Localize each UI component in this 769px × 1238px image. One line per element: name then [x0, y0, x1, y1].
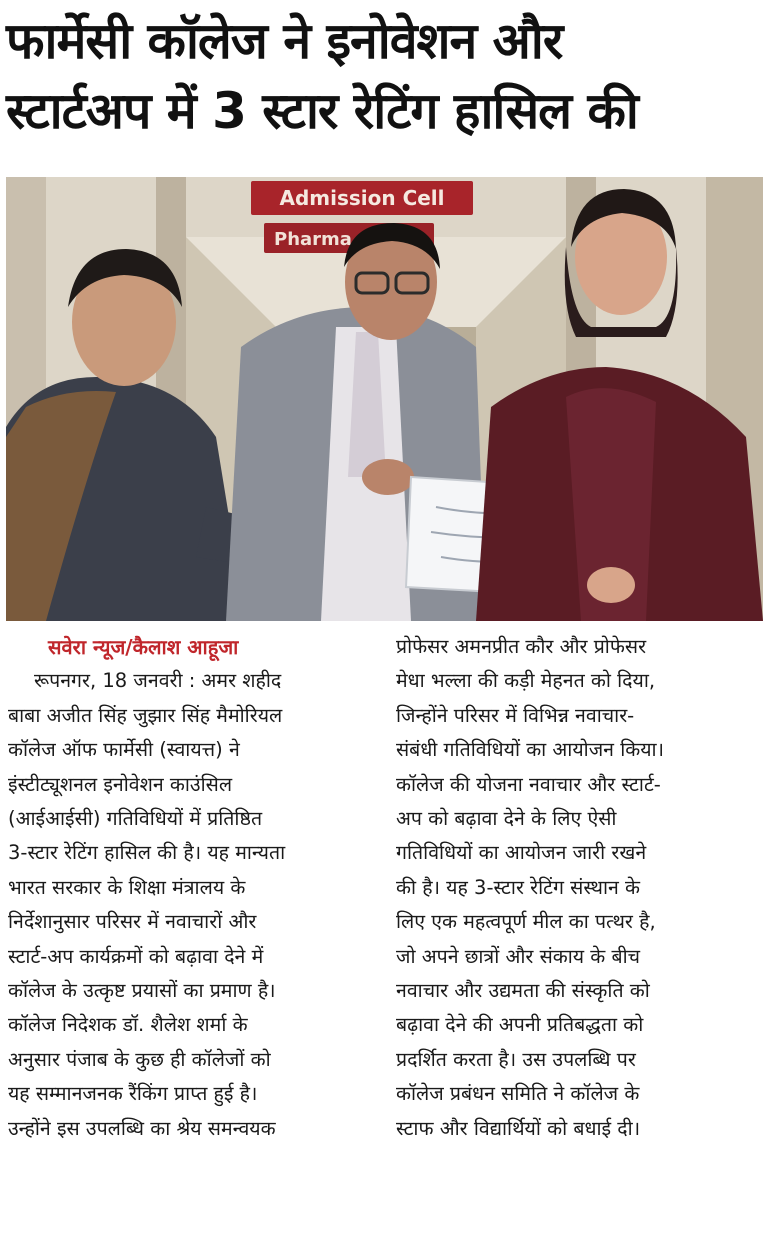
article-column-right — [396, 630, 761, 1146]
headline-line-1: फार्मेसी कॉलेज ने इनोवेशन और — [6, 12, 563, 70]
pharma-sign-text: Pharma — [274, 229, 352, 250]
admission-cell-sign-text: Admission Cell — [279, 186, 445, 210]
article-line: यह सम्मानजनक रैंकिंग प्राप्त हुई है। — [8, 1082, 258, 1106]
article-line: कॉलेज ऑफ फार्मेसी (स्वायत्त) ने — [8, 738, 240, 762]
article-line: नवाचार और उद्यमता की संस्कृति को — [396, 979, 650, 1003]
article-line: इंस्टीट्यूशनल इनोवेशन काउंसिल — [8, 772, 233, 796]
article-line: बाबा अजीत सिंह जुझार सिंह मैमोरियल — [8, 703, 283, 727]
article-line: निर्देशानुसार परिसर में नवाचारों और — [8, 910, 257, 934]
article-line: संबंधी गतिविधियों का आयोजन किया। — [396, 738, 664, 762]
article-line: 3-स्टार रेटिंग हासिल की है। यह मान्यता — [8, 841, 286, 865]
article-line: कॉलेज प्रबंधन समिति ने कॉलेज के — [396, 1082, 640, 1106]
headline — [6, 6, 763, 146]
news-photo — [6, 177, 763, 621]
article-line: स्टार्ट-अप कार्यक्रमों को बढ़ावा देने में — [8, 944, 264, 968]
photo-illustration — [6, 177, 763, 621]
article-line: मेधा भल्ला की कड़ी मेहनत को दिया, — [396, 669, 656, 693]
article-line: बढ़ावा देने की अपनी प्रतिबद्धता को — [396, 1013, 644, 1037]
article-line: कॉलेज निदेशक डॉ. शैलेश शर्मा के — [8, 1013, 248, 1037]
article-line: जिन्होंने परिसर में विभिन्न नवाचार- — [396, 703, 635, 727]
article-column-left — [8, 630, 376, 1146]
article-line: प्रोफेसर अमनप्रीत कौर और प्रोफेसर — [396, 635, 647, 658]
byline: सवेरा न्यूज/कैलाश आहूजा — [48, 635, 239, 659]
article-line: अप को बढ़ावा देने के लिए ऐसी — [396, 807, 617, 831]
article-line: (आईआईसी) गतिविधियों में प्रतिष्ठित — [8, 807, 263, 831]
article-line: कॉलेज की योजना नवाचार और स्टार्ट- — [396, 772, 661, 796]
article-line: कॉलेज के उत्कृष्ट प्रयासों का प्रमाण है। — [8, 979, 276, 1003]
article-line: लिए एक महत्वपूर्ण मील का पत्थर है, — [396, 910, 656, 934]
article-line: भारत सरकार के शिक्षा मंत्रालय के — [8, 875, 246, 899]
headline-line-2: स्टार्टअप में 3 स्टार रेटिंग हासिल की — [6, 82, 638, 140]
article-line: अनुसार पंजाब के कुछ ही कॉलेजों को — [8, 1047, 271, 1071]
article-line: उन्होंने इस उपलब्धि का श्रेय समन्वयक — [8, 1116, 276, 1140]
article-line: प्रदर्शित करता है। उस उपलब्धि पर — [396, 1047, 636, 1071]
article-body — [8, 630, 761, 1230]
article-line: गतिविधियों का आयोजन जारी रखने — [396, 841, 647, 865]
article-line: की है। यह 3-स्टार रेटिंग संस्थान के — [396, 875, 641, 899]
article-line: जो अपने छात्रों और संकाय के बीच — [396, 944, 641, 968]
article-line: रूपनगर, 18 जनवरी : अमर शहीद — [34, 669, 282, 693]
article-line: स्टाफ और विद्यार्थियों को बधाई दी। — [396, 1116, 641, 1140]
